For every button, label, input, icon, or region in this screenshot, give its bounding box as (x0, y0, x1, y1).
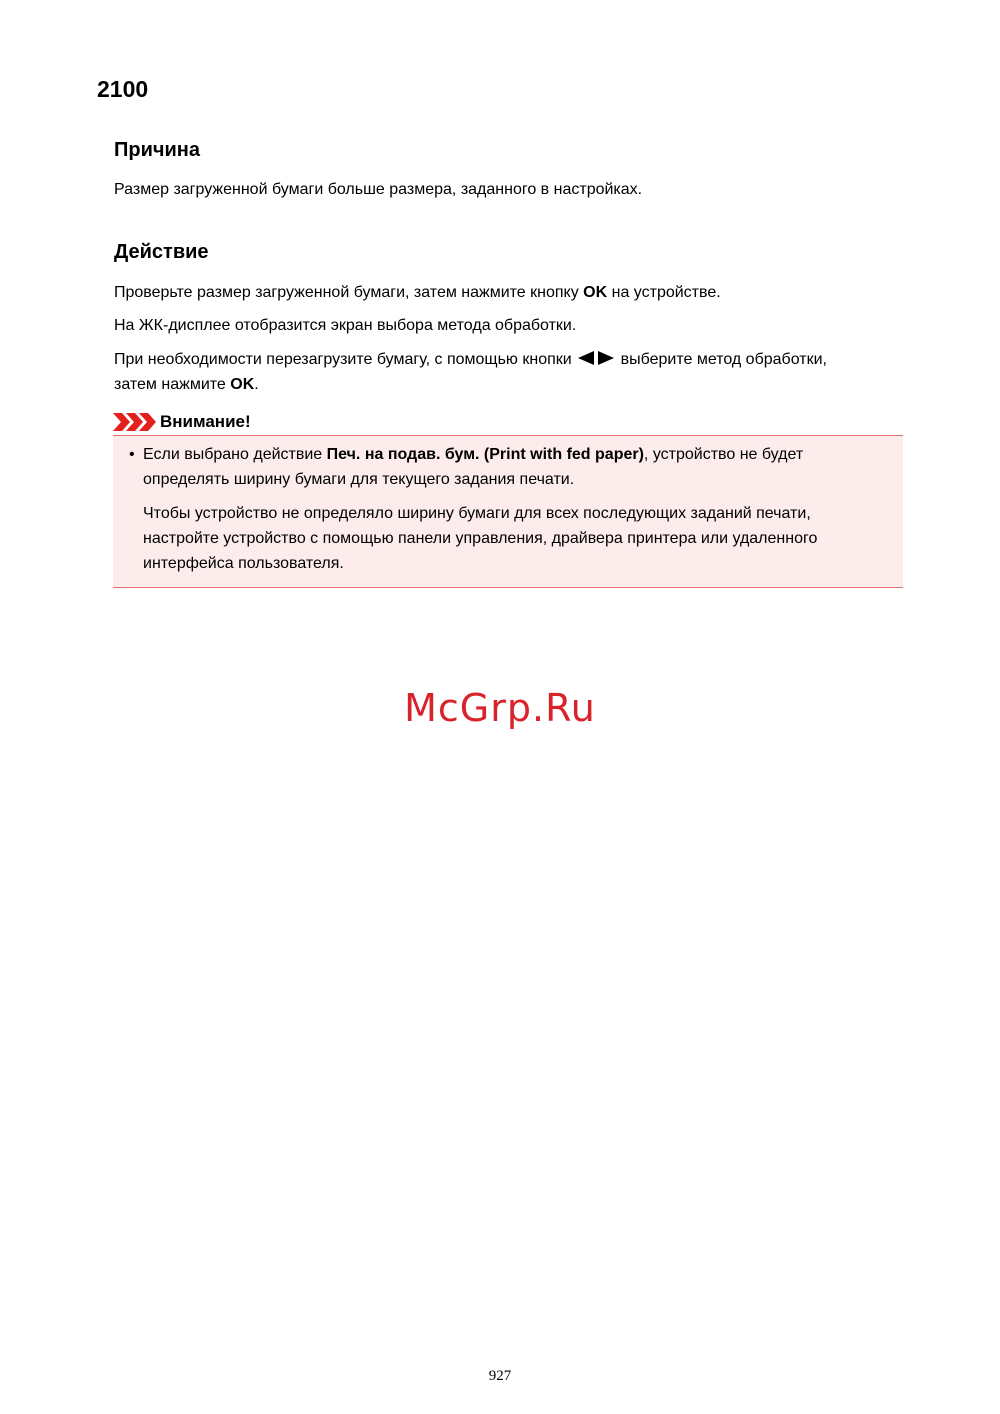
caution-item-note: Чтобы устройство не определяло ширину бумаги для всех последующих заданий печати, настройте устройство с помощью панели управления, драйвера принтера или удаленного интерфейса пользователя. (143, 505, 818, 572)
action-step-3-tail: . (254, 376, 259, 393)
action-step-2: На ЖК-дисплее отобразится экран выбора метода обработки. (114, 317, 577, 334)
caution-item-text: Если выбрано действие (143, 446, 327, 463)
caution-chevrons-icon (113, 413, 157, 431)
left-right-arrows-icon (578, 351, 614, 365)
caution-item (143, 442, 873, 492)
page-number: 927 (488, 1368, 512, 1384)
action-step-3 (114, 347, 904, 397)
bullet-icon: • (129, 446, 135, 463)
action-step-1-text: Проверьте размер загруженной бумаги, затем нажмите кнопку (114, 284, 584, 301)
action-heading: Действие (114, 241, 209, 263)
ok-button-label: OK (583, 284, 608, 301)
action-step-3-mid: выберите метод обработки, (620, 351, 827, 368)
error-code-title: 2100 (97, 76, 149, 102)
cause-heading: Причина (114, 139, 200, 161)
ok-button-label-2: OK (230, 376, 255, 393)
caution-header (113, 409, 251, 435)
caution-setting-name: Печ. на подав. бум. (Print with fed paper) (326, 446, 644, 463)
action-step-1-tail: на устройстве. (607, 284, 721, 301)
action-step-3-line2: затем нажмите (114, 376, 231, 393)
caution-item-tail: , устройство не будет определять ширину бумаги для текущего задания печати. (143, 446, 804, 488)
caution-box (113, 435, 903, 588)
action-step-1 (114, 280, 904, 305)
caution-title: Внимание! (160, 412, 251, 431)
action-step-3-text: При необходимости перезагрузите бумагу, с помощью кнопки (114, 351, 572, 368)
cause-text: Размер загруженной бумаги больше размера, заданного в настройках. (114, 181, 643, 198)
watermark: McGrp.Ru (404, 686, 596, 730)
